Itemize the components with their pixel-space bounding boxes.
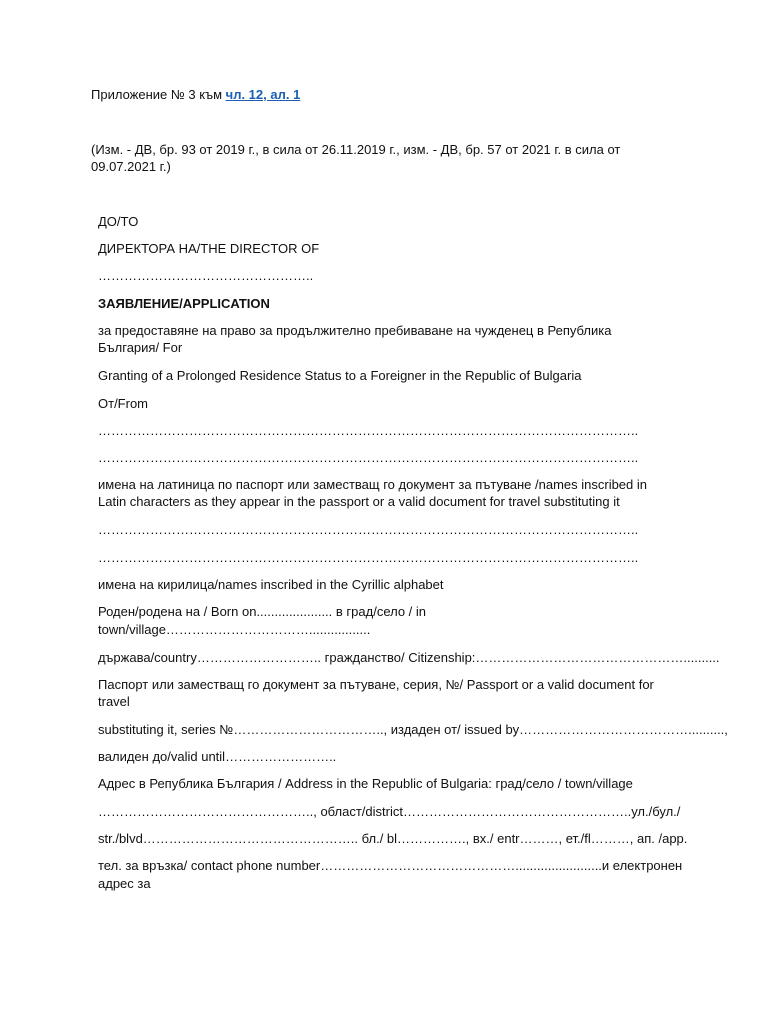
purpose-line-1: за предоставяне на право за продължително пребиваване на чужденец в Република [98,323,612,338]
latin-names-caption-line-1: имена на латиница по паспорт или заместващ го документ за пътуване /names inscribed in [98,477,647,492]
purpose-english: Granting of a Prolonged Residence Status to a Foreigner in the Republic of Bulgaria [98,368,582,383]
building-details-line[interactable]: str./blvd………………………………………….. бл./ bl……………., вх./ entr………, ет./fl………, ап. /app. [98,831,688,846]
birth-date-line[interactable]: Роден/родена на / Born on..................... в град/село / in [98,604,427,619]
passport-series-issuer-line[interactable]: substituting it, series №…………………………….., издаден от/ issued by………………………………….........., [98,722,728,737]
passport-caption-line-2: travel [98,694,130,709]
address-caption: Адрес в Република България / Address in the Republic of Bulgaria: град/село / town/village [98,776,633,791]
cyrillic-names-caption: имена на кирилица/names inscribed in the Cyrillic alphabet [98,577,444,592]
latin-names-caption-line-2: Latin characters as they appear in the passport or a valid document for travel substituting it [98,494,620,509]
birth-place-line[interactable]: town/village……………………………................. [98,622,371,637]
latin-name-blank-1[interactable]: …………………………………………………………………………………………………………….. [98,423,639,438]
from-label: От/From [98,396,149,411]
passport-caption-line-1: Паспорт или заместващ го документ за пътуване, серия, №/ Passport or a valid document for [98,677,654,692]
director-blank-field[interactable]: ………………………………………….. [98,268,314,283]
article-link[interactable]: чл. 12, ал. 1 [225,87,301,102]
addressee-to: ДО/TO [98,214,139,229]
amendment-note-line-1: (Изм. - ДВ, бр. 93 от 2019 г., в сила от 26.11.2019 г., изм. - ДВ, бр. 57 от 2021 г. в сила от [91,142,621,157]
contact-phone-line[interactable]: тел. за връзка/ contact phone number………………………………………........................и електронен [98,858,683,873]
amendment-note-line-2: 09.07.2021 г.) [91,159,171,174]
addressee-director: ДИРЕКТОРА НА/THE DIRECTOR OF [98,241,320,256]
annex-reference [91,86,300,103]
country-citizenship-line[interactable]: държава/country……………………….. гражданство/ Citizenship:………………………………………….......... [98,650,720,665]
annex-prefix: Приложение № 3 към [91,87,223,102]
cyrillic-name-blank-1[interactable]: …………………………………………………………………………………………………………….. [98,522,639,537]
district-street-line[interactable]: ………………………………………….., област/district……………………………………………..ул./бул./ [98,804,681,819]
valid-until-line[interactable]: валиден до/valid until…………………….. [98,749,337,764]
latin-name-blank-2[interactable]: …………………………………………………………………………………………………………….. [98,450,639,465]
application-title: ЗАЯВЛЕНИЕ/APPLICATION [98,296,270,311]
purpose-line-2: България/ For [98,340,183,355]
cyrillic-name-blank-2[interactable]: …………………………………………………………………………………………………………….. [98,550,639,565]
email-caption-line: адрес за [98,876,151,891]
